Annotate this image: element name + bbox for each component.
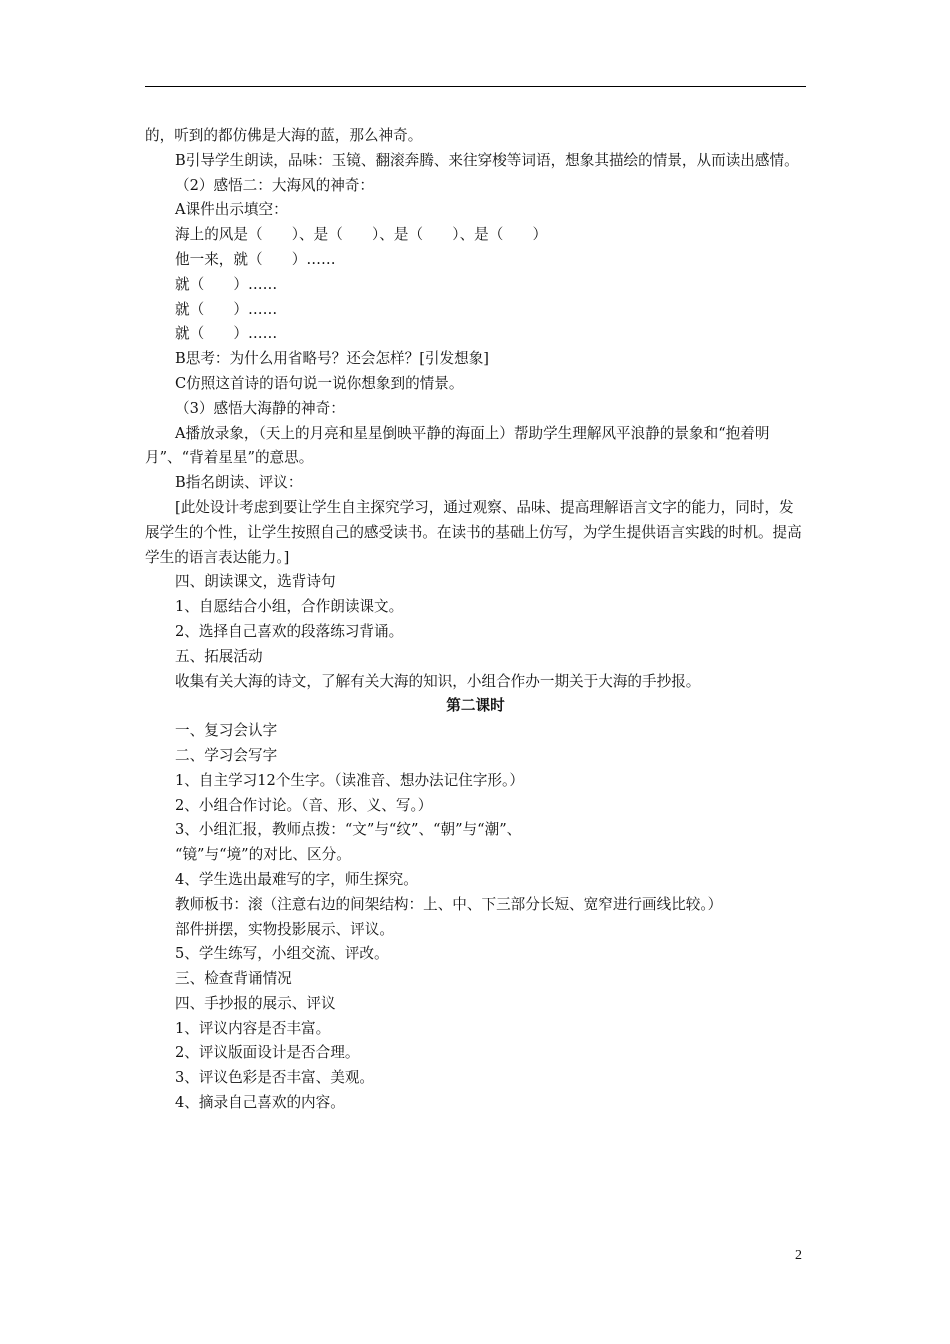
section-heading: 一、复习会认字: [175, 722, 278, 740]
list-item: 2、选择自己喜欢的段落练习背诵。: [175, 622, 404, 640]
text-paragraph: A播放录象，（天上的月亮和星星倒映平静的海面上）帮助学生理解风平浪静的景象和“抱着明月”、“背着星星”的意思。: [145, 424, 770, 467]
list-item: 4、学生选出最难写的字，师生探究。: [175, 870, 418, 888]
list-item: 1、自主学习12个生字。（读准音、想办法记住字形。）: [175, 771, 524, 789]
fill-in-line: 就（ ）……: [175, 275, 278, 293]
list-item: 3、评议色彩是否丰富、美观。: [175, 1069, 375, 1087]
text-line: 的，听到的都仿佛是大海的蓝，那么神奇。: [145, 127, 423, 144]
fill-in-line: 就（ ）……: [175, 325, 278, 343]
list-item: 2、评议版面设计是否合理。: [175, 1044, 360, 1062]
section-heading: 四、手抄报的展示、评议: [175, 994, 336, 1012]
section-heading: 二、学习会写字: [175, 746, 278, 764]
list-item: 1、自愿结合小组，合作朗读课文。: [175, 598, 404, 616]
text-line: C仿照这首诗的语句说一说你想象到的情景。: [175, 374, 464, 392]
fill-in-line: 海上的风是（ ）、是（ ）、是（ ）、是（ ）: [175, 226, 548, 244]
section-heading: 五、拓展活动: [175, 647, 263, 665]
header-rule: [145, 86, 806, 87]
list-item: 3、小组汇报，教师点拨：“文”与“纹”、“朝”与“潮”、: [175, 821, 522, 839]
section-heading: 四、朗读课文，选背诗句: [175, 573, 336, 591]
fill-in-line: 就（ ）……: [175, 300, 278, 318]
text-line: 收集有关大海的诗文，了解有关大海的知识，小组合作办一期关于大海的手抄报。: [175, 672, 701, 690]
text-line: B指名朗读、评议：: [175, 474, 303, 492]
section-heading: 三、检查背诵情况: [175, 970, 292, 988]
list-item: 4、摘录自己喜欢的内容。: [175, 1094, 345, 1112]
text-line: 部件拼摆，实物投影展示、评议。: [175, 920, 394, 938]
body-text: [145, 124, 806, 1116]
section-heading: （3）感悟大海静的神奇：: [175, 399, 345, 417]
list-item: 5、学生练写，小组交流、评改。: [175, 945, 389, 963]
page-number: 2: [795, 1248, 802, 1263]
text-line: 教师板书：滚（注意右边的间架结构：上、中、下三部分长短、宽窄进行画线比较。）: [175, 895, 723, 913]
list-item: 2、小组合作讨论。（音、形、义、写。）: [175, 796, 433, 814]
design-note-paragraph: [此处设计考虑到要让学生自主探究学习，通过观察、品味、提高理解语言文字的能力，同时，发展学生的个性，让学生按照自己的感受读书。在读书的基础上仿写，为学生提供语言实践的时机。提高学生的语言表达能力。]: [145, 498, 802, 566]
text-paragraph: B引导学生朗读，品味：玉镜、翻滚奔腾、来往穿梭等词语，想象其描绘的情景，从而读出感情。: [175, 151, 799, 169]
text-line: “镜”与“境”的对比、区分。: [175, 846, 351, 864]
fill-in-line: 他一来，就（ ）……: [175, 250, 336, 268]
list-item: 1、评议内容是否丰富。: [175, 1019, 331, 1037]
text-line: B思考：为什么用省略号？还会怎样？[引发想象]: [175, 350, 489, 368]
lesson-title: 第二课时: [446, 697, 505, 715]
section-heading: （2）感悟二：大海风的神奇：: [175, 176, 375, 194]
text-line: A课件出示填空：: [175, 201, 288, 219]
